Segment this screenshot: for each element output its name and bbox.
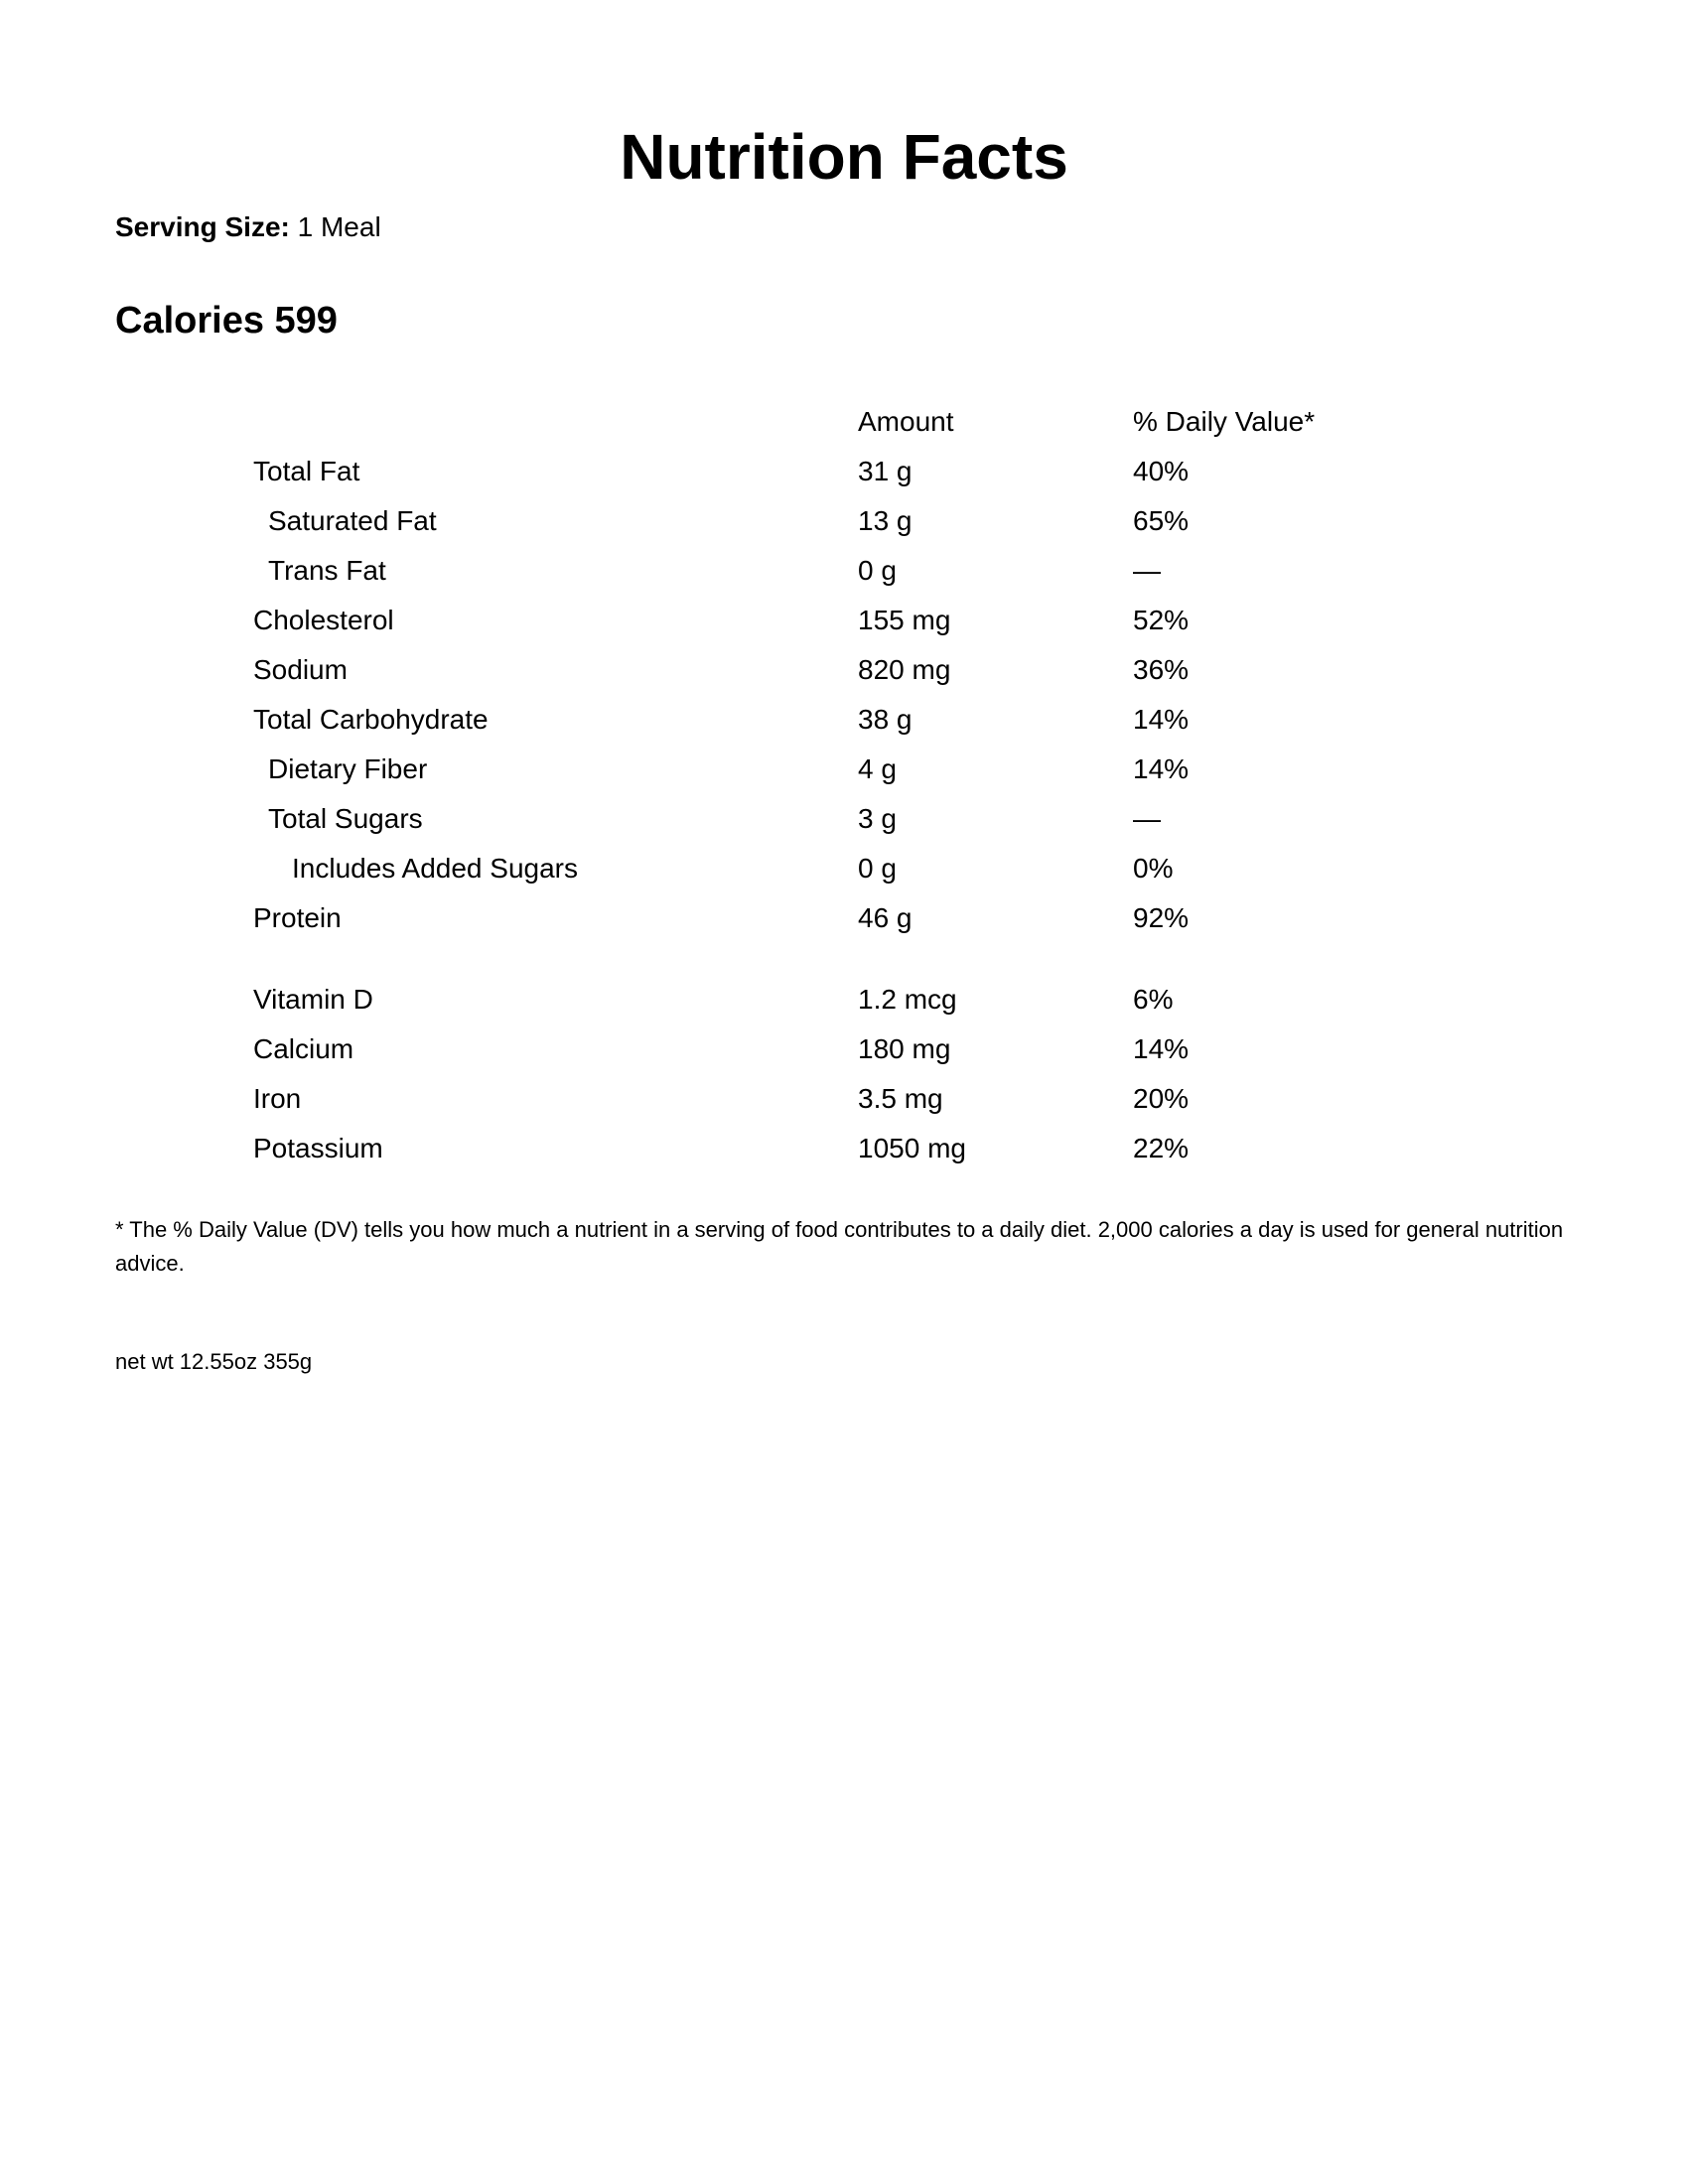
- nutrient-daily-value: —: [1133, 555, 1161, 586]
- table-header-row: [253, 397, 1445, 447]
- nutrient-name: Protein: [253, 902, 342, 933]
- daily-value-footnote: * The % Daily Value (DV) tells you how much a nutrient in a serving of food contributes to a daily diet. 2,000 calories a day is used for general nutrition advice.: [115, 1217, 1564, 1276]
- table-row: [253, 447, 1445, 496]
- serving-size: [115, 210, 381, 244]
- nutrient-daily-value: —: [1133, 803, 1161, 834]
- nutrient-amount: 4 g: [858, 753, 897, 784]
- table-row: [253, 794, 1445, 844]
- table-row: [253, 546, 1445, 596]
- table-row: [253, 1024, 1445, 1074]
- nutrient-daily-value: 65%: [1133, 505, 1190, 536]
- page-title: Nutrition Facts: [620, 121, 1068, 193]
- table-row: [253, 893, 1445, 943]
- nutrient-amount: 46 g: [858, 902, 913, 933]
- nutrient-amount: 820 mg: [858, 654, 951, 685]
- nutrient-amount: 38 g: [858, 704, 913, 735]
- table-row: [253, 1074, 1445, 1124]
- net-weight: net wt 12.55oz 355g: [115, 1349, 313, 1374]
- nutrient-name: Total Fat: [253, 456, 360, 486]
- nutrient-amount: 13 g: [858, 505, 913, 536]
- nutrient-name: Trans Fat: [268, 555, 386, 586]
- calories-heading: Calories 599: [115, 300, 338, 341]
- nutrient-daily-value: 6%: [1133, 984, 1174, 1015]
- nutrient-amount: 3 g: [858, 803, 897, 834]
- nutrient-daily-value: 20%: [1133, 1083, 1190, 1114]
- nutrient-name: Potassium: [253, 1133, 383, 1163]
- amount-column-header: Amount: [858, 406, 954, 437]
- nutrient-daily-value: 52%: [1133, 605, 1190, 635]
- table-row: [253, 596, 1445, 645]
- serving-size-value: 1 Meal: [297, 211, 381, 242]
- nutrient-name: Total Sugars: [268, 803, 423, 834]
- table-row: [253, 745, 1445, 794]
- table-row: [253, 695, 1445, 745]
- nutrient-daily-value: 14%: [1133, 704, 1190, 735]
- nutrient-daily-value: 14%: [1133, 1033, 1190, 1064]
- nutrient-amount: 3.5 mg: [858, 1083, 943, 1114]
- nutrient-name: Dietary Fiber: [268, 753, 428, 784]
- nutrient-daily-value: 22%: [1133, 1133, 1190, 1163]
- nutrient-name: Saturated Fat: [268, 505, 437, 536]
- nutrient-name: Sodium: [253, 654, 348, 685]
- serving-size-label: Serving Size:: [115, 211, 290, 242]
- table-row: [253, 844, 1445, 893]
- nutrient-daily-value: 40%: [1133, 456, 1190, 486]
- nutrient-amount: 155 mg: [858, 605, 951, 635]
- nutrient-amount: 0 g: [858, 555, 897, 586]
- nutrient-daily-value: 36%: [1133, 654, 1190, 685]
- nutrient-table: [253, 397, 1445, 1173]
- nutrient-name: Vitamin D: [253, 984, 373, 1015]
- nutrient-amount: 1.2 mcg: [858, 984, 957, 1015]
- nutrient-name: Includes Added Sugars: [292, 853, 578, 884]
- daily-value-column-header: % Daily Value*: [1133, 406, 1316, 437]
- nutrient-amount: 180 mg: [858, 1033, 951, 1064]
- table-row: [253, 645, 1445, 695]
- nutrient-amount: 1050 mg: [858, 1133, 966, 1163]
- nutrient-name: Cholesterol: [253, 605, 394, 635]
- table-row: [253, 1124, 1445, 1173]
- table-row: [253, 496, 1445, 546]
- nutrient-daily-value: 92%: [1133, 902, 1190, 933]
- nutrient-name: Iron: [253, 1083, 302, 1114]
- nutrient-daily-value: 14%: [1133, 753, 1190, 784]
- nutrient-name: Calcium: [253, 1033, 354, 1064]
- nutrient-amount: 31 g: [858, 456, 913, 486]
- nutrient-daily-value: 0%: [1133, 853, 1174, 884]
- nutrient-amount: 0 g: [858, 853, 897, 884]
- nutrient-name: Total Carbohydrate: [253, 704, 489, 735]
- table-row: [253, 975, 1445, 1024]
